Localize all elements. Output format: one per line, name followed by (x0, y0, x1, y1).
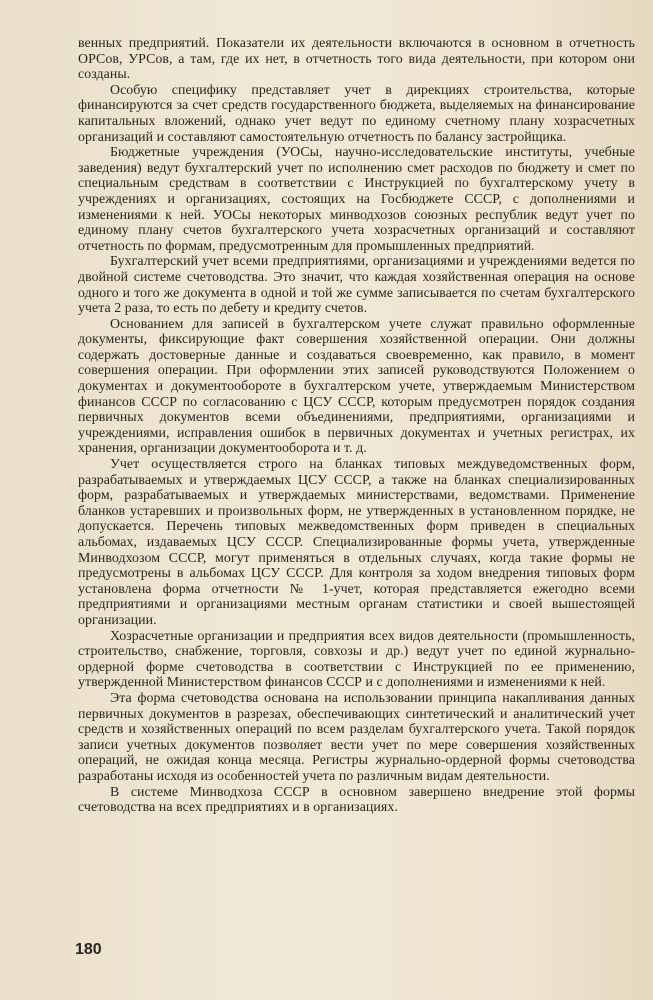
paragraph-budget-institutions: Бюджетные учреждения (УОСы, научно-исследовательские институты, учебные заведения) ведут бухгалтерский учет по исполнению смет расходов по бюджету и смет по специальным средствам в соответствии с Инструкцией по бухгалтерскому учету в учреждениях и организациях, состоящих на Госбюджете СССР, с дополнениями и изменениями к ней. УОСы некоторых минводхозов союзных республик ведут учет по единому плану счетов бухгалтерского учета хозрасчетных организаций и составляют отчетность по формам, предусмотренным для промышленных предприятий. (78, 145, 635, 254)
paragraph-continuation: венных предприятий. Показатели их деятельности включаются в основном в отчетность ОРСов, УРСов, а там, где их нет, в отчетность того вида деятельности, при котором они созданы. (78, 36, 635, 83)
page-number: 180 (75, 941, 102, 958)
paragraph-journal-order-form: Хозрасчетные организации и предприятия всех видов деятельности (промышленность, строительство, снабжение, торговля, совхозы и др.) ведут учет по единой журнально-ордерной форме счетоводства в соответствии с Инструкцией по ее применению, утвержденной Министерством финансов СССР и с дополнениями и изменениями к ней. (78, 628, 635, 691)
body-text (78, 36, 635, 816)
paragraph-standard-forms: Учет осуществляется строго на бланках типовых междуведомственных форм, разрабатываемых и утверждаемых ЦСУ СССР, а также на бланках специализированных форм, разрабатываемых и утверждаемых министерствами, ведомствами. Применение бланков устаревших и произвольных форм, не утвержденных в установленном порядке, не допускается. Перечень типовых межведомственных форм приведен в специальных альбомах, издаваемых ЦСУ СССР. Специализированные формы учета, утвержденные Минводхозом СССР, могут применяться в отдельных случаях, когда такие формы не предусмотрены в альбомах ЦСУ СССР. Для контроля за ходом внедрения типовых форм установлена форма отчетности № 1-учет, которая представляется ежегодно всеми предприятиями и организациями местным органам статистики и своей вышестоящей организации. (78, 457, 635, 628)
paragraph-accumulation-principle: Эта форма счетоводства основана на использовании принципа накапливания данных первичных документов в разрезах, обеспечивающих синтетический и аналитический учет средств и хозяйственных операций по всем разделам бухгалтерского учета. Такой порядок записи учетных документов позволяет вести учет по мере совершения хозяйственных операций, не ожидая конца месяца. Регистры журнально-ордерной формы счетоводства разработаны исходя из особенностей учета по различным видам деятельности. (78, 690, 635, 784)
paragraph-implementation: В системе Минводхоза СССР в основном завершено внедрение этой формы счетоводства на всех предприятиях и в организациях. (78, 784, 635, 816)
paragraph-construction-directorates: Особую специфику представляет учет в дирекциях строительства, которые финансируются за счет средств государственного бюджета, выделяемых на финансирование капитальных вложений, однако учет ведут по единому счетному плану хозрасчетных организаций и составляют самостоятельную отчетность по балансу застройщика. (78, 82, 635, 145)
paragraph-double-entry: Бухгалтерский учет всеми предприятиями, организациями и учреждениями ведется по двойной системе счетоводства. Это значит, что каждая хозяйственная операция на основе одного и того же документа в одной и той же сумме записывается по счетам бухгалтерского учета 2 раза, то есть по дебету и кредиту счетов. (78, 254, 635, 317)
paragraph-documents: Основанием для записей в бухгалтерском учете служат правильно оформленные документы, фиксирующие факт совершения хозяйственной операции. Они должны содержать достоверные данные и создаваться своевременно, как правило, в момент совершения операции. При оформлении этих записей руководствуются Положением о документах и документообороте в бухгалтерском учете, утверждаемым Министерством финансов СССР по согласованию с ЦСУ СССР, которым предусмотрен порядок создания первичных документов всеми объединениями, предприятиями, организациями и учреждениями, исправления ошибок в первичных документах и учетных регистрах, их хранения, организации документооборота и т. д. (78, 316, 635, 457)
